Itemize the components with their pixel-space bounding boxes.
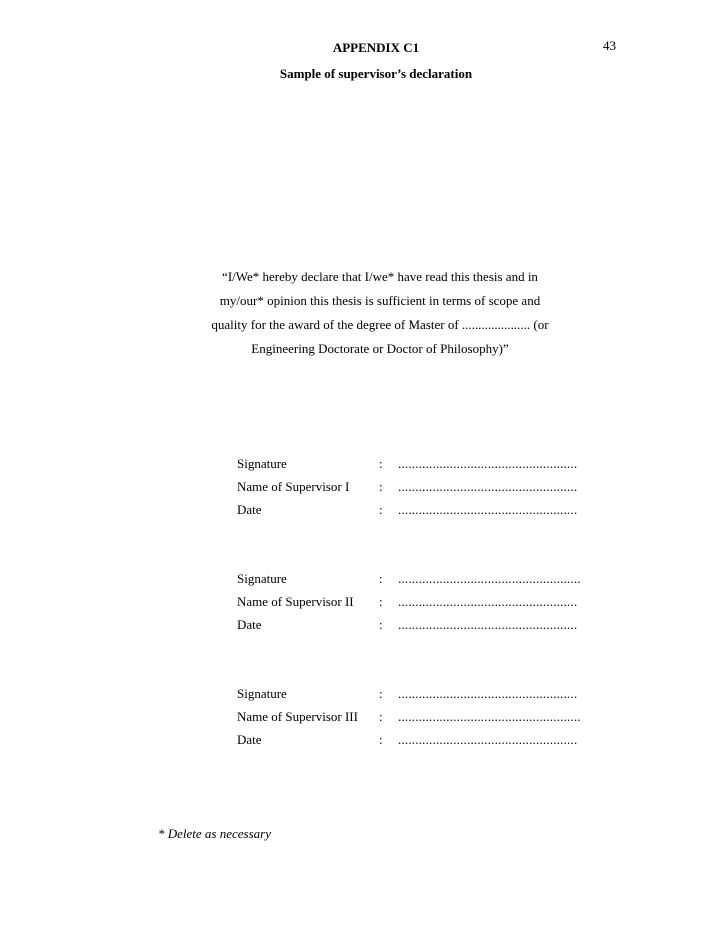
name-field[interactable]: ....................................................	[398, 479, 578, 494]
supervisor-3-signature-block	[237, 685, 597, 754]
name-field[interactable]: ....................................................	[398, 594, 578, 609]
signature-field[interactable]: ....................................................	[398, 456, 578, 471]
field-label: Name of Supervisor I	[237, 479, 350, 494]
declaration-paragraph	[160, 267, 600, 363]
date-row	[237, 616, 597, 639]
declaration-line: “I/We* hereby declare that I/we* have read this thesis and in	[222, 269, 538, 284]
field-label: Date	[237, 502, 262, 517]
declaration-line: quality for the award of the degree of Master of ..................... (or	[211, 317, 549, 332]
signature-row	[237, 685, 597, 708]
field-label: Date	[237, 617, 262, 632]
declaration-line: my/our* opinion this thesis is sufficient in terms of scope and	[219, 293, 541, 308]
signature-row	[237, 455, 597, 478]
field-label: Date	[237, 732, 262, 747]
footnote: * Delete as necessary	[158, 826, 271, 841]
field-colon: :	[379, 571, 383, 586]
field-colon: :	[379, 479, 383, 494]
appendix-subtitle: Sample of supervisor’s declaration	[279, 66, 473, 81]
field-colon: :	[379, 709, 383, 724]
signature-row	[237, 570, 597, 593]
name-row	[237, 593, 597, 616]
field-label: Name of Supervisor II	[237, 594, 354, 609]
name-row	[237, 708, 597, 731]
supervisor-1-signature-block	[237, 455, 597, 524]
signature-field[interactable]: ....................................................	[398, 686, 578, 701]
field-label: Signature	[237, 456, 287, 471]
signature-field[interactable]: .....................................................	[398, 571, 581, 586]
date-field[interactable]: ....................................................	[398, 502, 578, 517]
appendix-title: APPENDIX C1	[332, 40, 420, 55]
declaration-line: Engineering Doctorate or Doctor of Philosophy)”	[251, 341, 509, 356]
field-colon: :	[379, 732, 383, 747]
field-colon: :	[379, 617, 383, 632]
date-field[interactable]: ....................................................	[398, 732, 578, 747]
name-field[interactable]: .....................................................	[398, 709, 581, 724]
date-row	[237, 501, 597, 524]
field-colon: :	[379, 686, 383, 701]
field-colon: :	[379, 502, 383, 517]
name-row	[237, 478, 597, 501]
date-row	[237, 731, 597, 754]
date-field[interactable]: ....................................................	[398, 617, 578, 632]
field-colon: :	[379, 456, 383, 471]
field-label: Signature	[237, 686, 287, 701]
supervisor-2-signature-block	[237, 570, 597, 639]
page-number: 43	[603, 38, 616, 53]
field-label: Name of Supervisor III	[237, 709, 358, 724]
field-colon: :	[379, 594, 383, 609]
field-label: Signature	[237, 571, 287, 586]
